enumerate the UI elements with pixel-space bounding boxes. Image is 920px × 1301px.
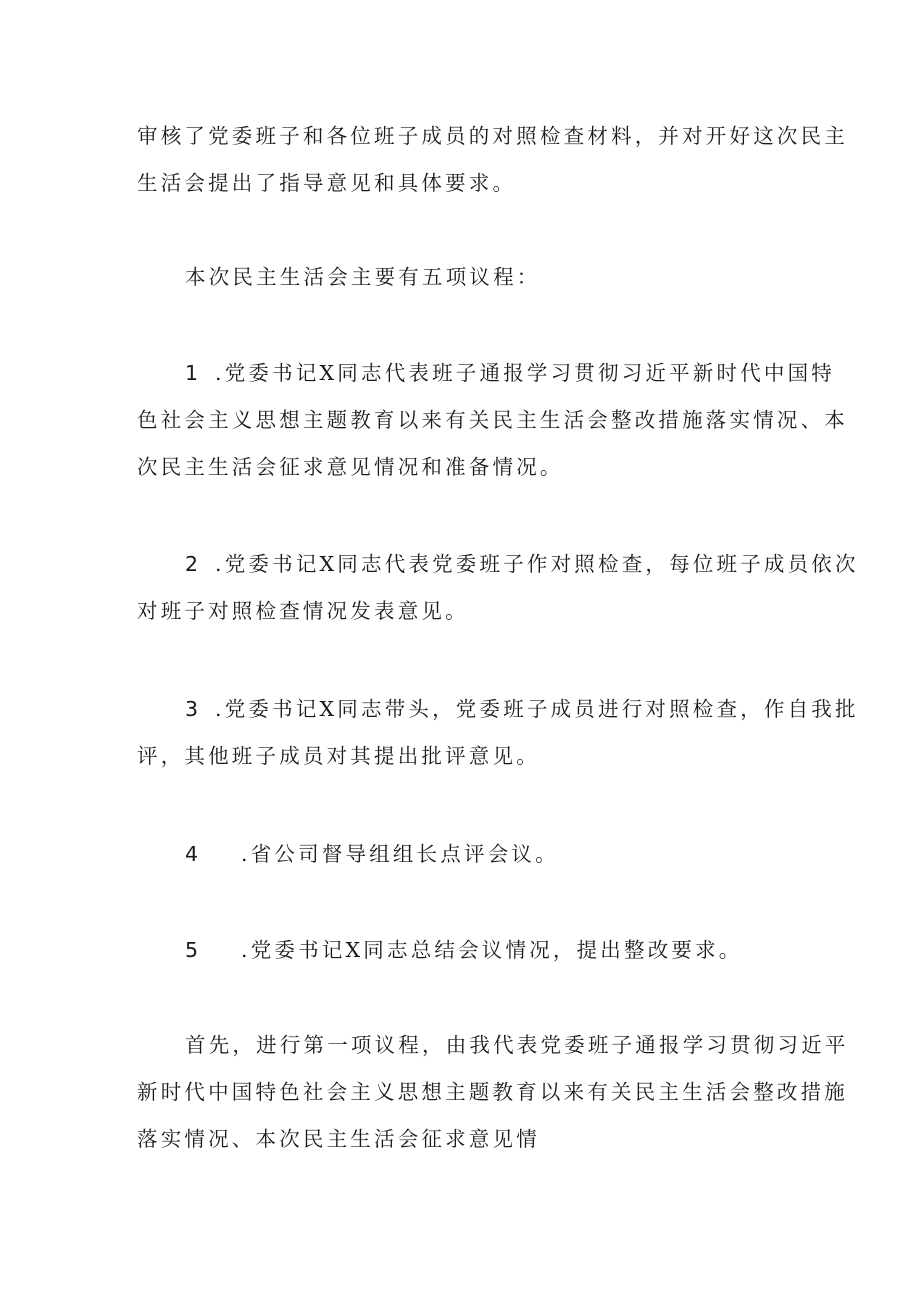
item-text: .党委书记X同志带头，党委班子成员进行对照检查，作自我批: [215, 697, 859, 721]
text-line: 色社会主义思想主题教育以来有关民主生活会整改措施落实情况、本: [137, 408, 848, 432]
item-text: .党委书记X同志总结会议情况，提出整改要求。: [241, 938, 743, 962]
item-number: 5: [185, 938, 199, 962]
paragraph-agenda-heading: [137, 254, 797, 301]
text-line: 本次民主生活会主要有五项议程：: [185, 265, 541, 289]
text-line: 生活会提出了指导意见和具体要求。: [137, 171, 517, 195]
text-line: [137, 831, 797, 878]
text-line: 评，其他班子成员对其提出批评意见。: [137, 744, 540, 768]
agenda-item-5: [137, 927, 797, 974]
item-number: 3: [185, 697, 199, 721]
text-line: 落实情况、本次民主生活会征求意见情: [137, 1127, 540, 1151]
item-text: .党委书记X同志代表党委班子作对照检查，每位班子成员依次: [215, 552, 859, 576]
text-line: 审核了党委班子和各位班子成员的对照检查材料，并对开好这次民主: [137, 124, 848, 148]
item-number: 2: [185, 552, 199, 576]
text-line: [137, 541, 859, 588]
paragraph-first-agenda: [137, 1022, 849, 1163]
text-line: 次民主生活会征求意见情况和准备情况。: [137, 455, 564, 479]
item-text: .省公司督导组组长点评会议。: [241, 842, 559, 866]
text-line: 首先，进行第一项议程，由我代表党委班子通报学习贯彻习近平: [185, 1033, 849, 1057]
paragraph-intro: [137, 113, 848, 207]
item-number: 1: [185, 361, 199, 385]
text-line: [137, 686, 859, 733]
agenda-item-3: [137, 686, 859, 780]
agenda-item-4: [137, 831, 797, 878]
text-line: 对班子对照检查情况发表意见。: [137, 599, 469, 623]
item-text: .党委书记X同志代表班子通报学习贯彻习近平新时代中国特: [215, 361, 836, 385]
agenda-item-1: [137, 350, 848, 491]
text-line: 新时代中国特色社会主义思想主题教育以来有关民主生活会整改措施: [137, 1080, 848, 1104]
item-number: 4: [185, 842, 199, 866]
text-line: [137, 350, 836, 397]
agenda-item-2: [137, 541, 859, 635]
text-line: [137, 927, 797, 974]
